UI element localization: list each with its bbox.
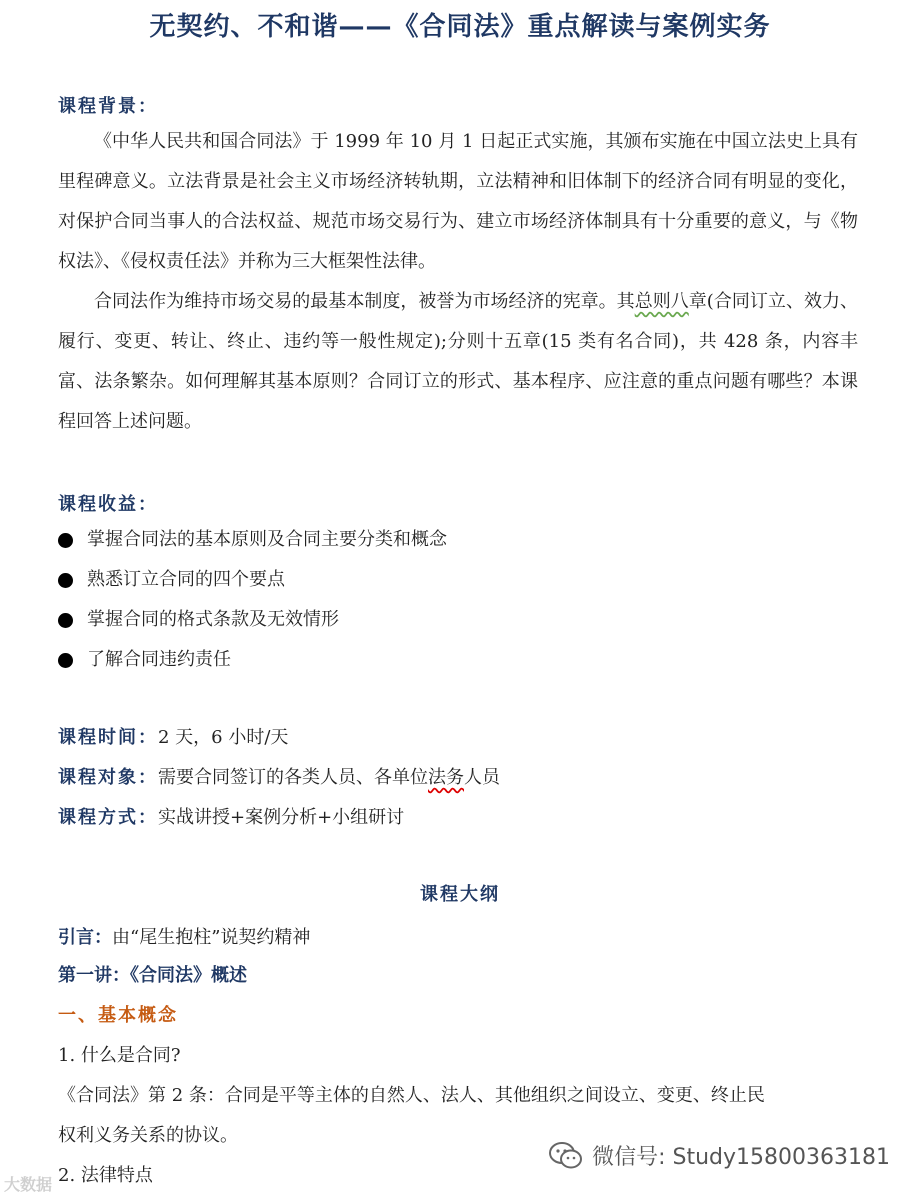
wechat-watermark bbox=[548, 1140, 890, 1171]
benefit-text: 掌握合同的格式条款及无效情形 bbox=[87, 609, 339, 630]
benefits-list bbox=[58, 520, 447, 680]
benefit-text: 熟悉订立合同的四个要点 bbox=[87, 569, 285, 590]
outline-title: 课程大纲 bbox=[420, 884, 500, 905]
course-time bbox=[58, 718, 288, 758]
course-time-label: 课程时间： bbox=[58, 727, 158, 748]
article-2-line-2: 权利义务关系的协议。 bbox=[58, 1125, 238, 1146]
outline-intro bbox=[58, 918, 310, 958]
intro-value: 由“尾生抱柱”说契约精神 bbox=[112, 927, 311, 948]
article-2-line-1: 《合同法》第 2 条：合同是平等主体的自然人、法人、其他组织之间设立、变更、终止民 bbox=[58, 1085, 765, 1106]
list-item bbox=[58, 520, 447, 560]
wechat-icon bbox=[548, 1141, 584, 1171]
course-method-value: 实战讲授+案例分析+小组研讨 bbox=[158, 807, 405, 828]
target-spellcheck-squiggle: 法务 bbox=[428, 767, 464, 788]
p2-spellcheck-squiggle: 总则八 bbox=[634, 291, 689, 312]
course-method-label: 课程方式： bbox=[58, 807, 158, 828]
question-2: 2. 法律特点 bbox=[58, 1165, 153, 1186]
section-1-heading: 一、基本概念 bbox=[58, 1005, 178, 1026]
watermark-left: 大数据 bbox=[4, 1175, 53, 1194]
question-1: 1. 什么是合同? bbox=[58, 1045, 181, 1066]
course-target bbox=[58, 758, 500, 798]
p2-text-a: 合同法作为维持市场交易的最基本制度，被誉为市场经济的宪章。其 bbox=[94, 291, 635, 312]
bullet-icon bbox=[58, 613, 73, 628]
course-target-label: 课程对象： bbox=[58, 767, 158, 788]
document-title: 无契约、不和谐——《合同法》重点解读与案例实务 bbox=[149, 12, 771, 42]
list-item bbox=[58, 640, 447, 680]
course-target-value-b: 人员 bbox=[464, 767, 500, 788]
benefit-text: 掌握合同法的基本原则及合同主要分类和概念 bbox=[87, 529, 447, 550]
bullet-icon bbox=[58, 573, 73, 588]
course-time-value: 2 天，6 小时/天 bbox=[158, 727, 289, 748]
list-item bbox=[58, 600, 447, 640]
intro-label: 引言： bbox=[58, 927, 112, 948]
benefits-heading: 课程收益： bbox=[58, 494, 158, 515]
watermark-text: 微信号: Study15800363181 bbox=[592, 1145, 890, 1170]
bullet-icon bbox=[58, 653, 73, 668]
lecture-1-heading: 第一讲：《合同法》概述 bbox=[58, 965, 247, 986]
list-item bbox=[58, 560, 447, 600]
benefit-text: 了解合同违约责任 bbox=[87, 649, 231, 670]
course-target-value-a: 需要合同签订的各类人员、各单位 bbox=[158, 767, 428, 788]
background-paragraph-2 bbox=[58, 282, 858, 442]
bullet-icon bbox=[58, 533, 73, 548]
background-heading: 课程背景： bbox=[58, 96, 158, 117]
background-paragraph-1: 《中华人民共和国合同法》于 1999 年 10 月 1 日起正式实施，其颁布实施在中国立法史上具有里程碑意义。立法背景是社会主义市场经济转轨期，立法精神和旧体制下的经济合同有明显的变化，对保护合同当事人的合法权益、规范市场交易行为、建立市场经济体制具有十分重要的意义，与《物权法》、《侵权责任法》并称为三大框架性法律。 bbox=[58, 131, 858, 272]
p2-text-b: 章(合同订立、效力、履行、变更、转让、终止、违约等一般性规定);分则十五章(15 类有名合同)，共 428 条，内容丰富、法条繁杂。如何理解其基本原则？合同订立的形式、基本程序、应注意的重点问题有哪些？本课程回答上述问题。 bbox=[58, 291, 859, 432]
course-method bbox=[58, 798, 404, 838]
